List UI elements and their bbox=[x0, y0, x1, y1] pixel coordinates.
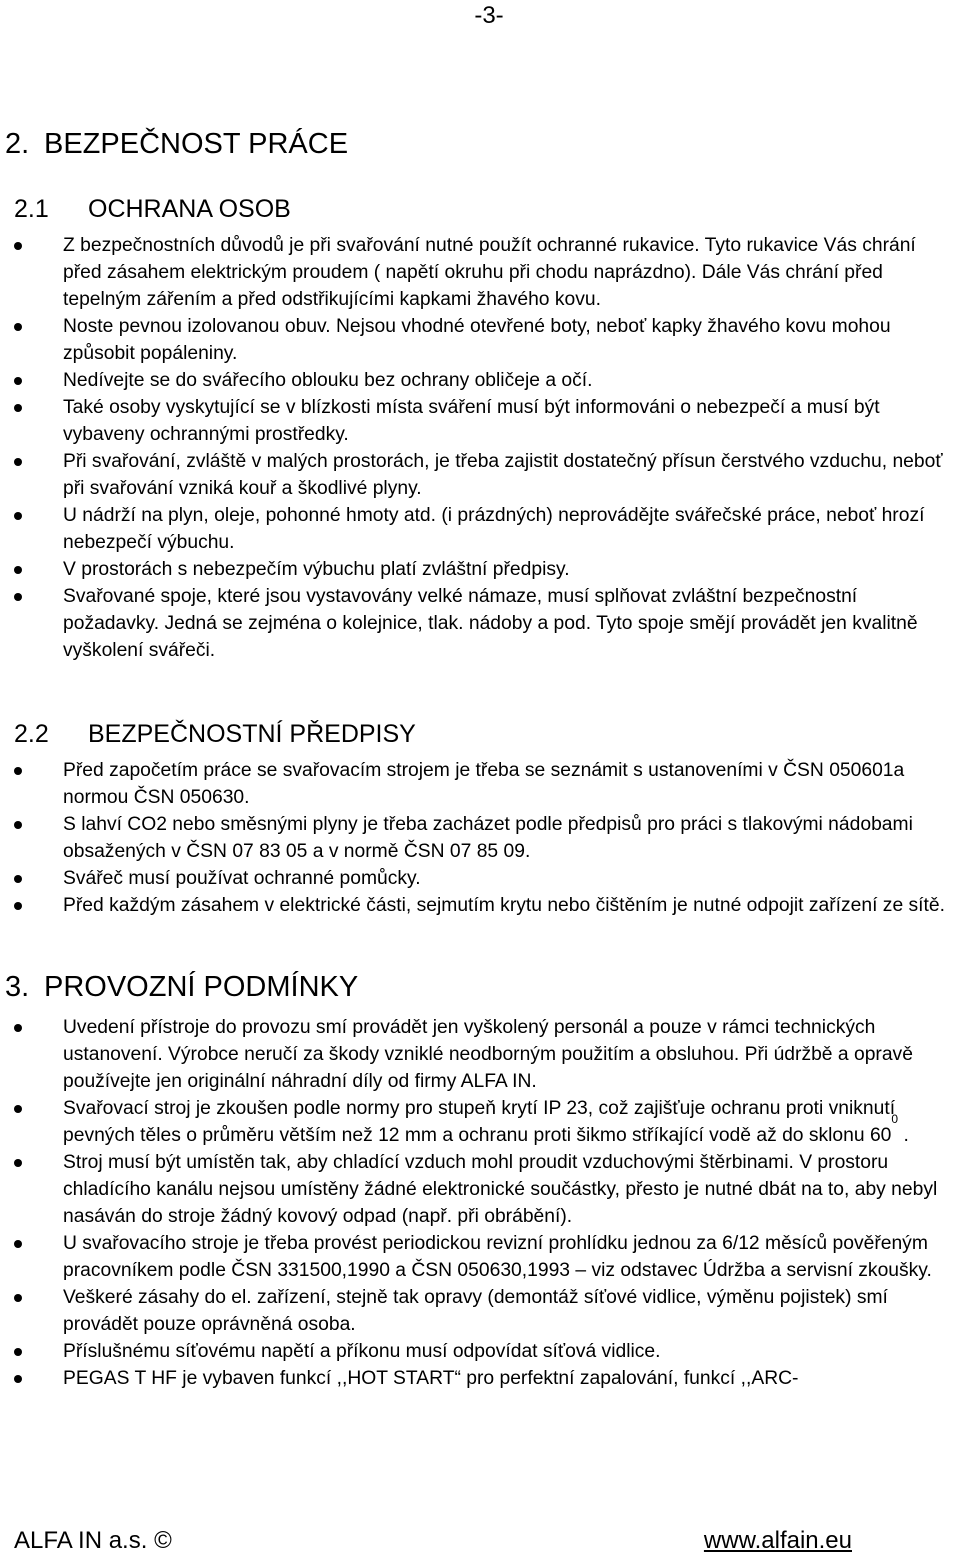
list-item: Při svařování, zvláště v malých prostorách, je třeba zajistit dostatečný přísun čerstvého vzduchu, neboť při svařování vzniká kouř a škodlivé plyny. bbox=[0, 448, 960, 502]
page-number: -3- bbox=[474, 2, 504, 29]
list-item: Také osoby vyskytující se v blízkosti místa sváření musí být informováni o nebezpečí a musí být vybaveny ochrannými prostředky. bbox=[0, 394, 960, 448]
list-item: V prostorách s nebezpečím výbuchu platí zvláštní předpisy. bbox=[0, 556, 960, 583]
list-item: Uvedení přístroje do provozu smí provádět jen vyškolený personál a pouze v rámci technických ustanovení. Výrobce neručí za škody vzniklé neodborným použitím a obsluhou. Při údržbě a opravě používejte jen originální náhradní díly od firmy ALFA IN. bbox=[0, 1014, 960, 1095]
bullet-icon bbox=[14, 404, 22, 412]
bullet-icon bbox=[14, 1105, 22, 1113]
bullet-icon bbox=[14, 242, 22, 250]
footer-company: ALFA IN a.s. © bbox=[14, 1527, 172, 1554]
section-2-1-heading: 2.1 OCHRANA OSOB bbox=[14, 195, 291, 223]
list-item: Svařovací stroj je zkoušen podle normy pro stupeň krytí IP 23, což zajišťuje ochranu proti vniknutí pevných těles o průměru větším než 12 mm a ochranu proti šikmo stříkající vodě až do sklonu $60^0$ . bbox=[0, 1095, 960, 1149]
bullet-icon bbox=[14, 767, 22, 775]
footer-website-link[interactable]: www.alfain.eu bbox=[703, 1527, 852, 1554]
list-item: Nedívejte se do svářecího oblouku bez ochrany obličeje a očí. bbox=[0, 367, 960, 394]
section-3-heading: 3. PROVOZNÍ PODMÍNKY bbox=[5, 971, 359, 1003]
list-item: Noste pevnou izolovanou obuv. Nejsou vhodné otevřené boty, neboť kapky žhavého kovu mohou způsobit popáleniny. bbox=[0, 313, 960, 367]
bullet-icon bbox=[14, 821, 22, 829]
list-item: U svařovacího stroje je třeba provést periodickou revizní prohlídku jednou za 6/12 měsíců pověřeným pracovníkem podle ČSN 331500,1990 a ČSN 050630,1993 – viz odstavec Údržba a servisní zkoušky. bbox=[0, 1230, 960, 1284]
bullet-icon bbox=[14, 512, 22, 520]
bullet-icon bbox=[14, 1240, 22, 1248]
list-item: Svářeč musí používat ochranné pomůcky. bbox=[0, 865, 960, 892]
list-item: Před každým zásahem v elektrické části, sejmutím krytu nebo čištěním je nutné odpojit zařízení ze sítě. bbox=[0, 892, 960, 919]
section-2-2-heading: 2.2 BEZPEČNOSTNÍ PŘEDPISY bbox=[14, 720, 416, 748]
bullet-icon bbox=[14, 1348, 22, 1356]
list-item: PEGAS T HF je vybaven funkcí ,,HOT START“ pro perfektní zapalování, funkcí ,,ARC- bbox=[0, 1365, 960, 1392]
bullet-icon bbox=[14, 593, 22, 601]
list-item: Před započetím práce se svařovacím strojem je třeba se seznámit s ustanoveními v ČSN 050601a normou ČSN 050630. bbox=[0, 757, 960, 811]
list-item: Stroj musí být umístěn tak, aby chladící vzduch mohl proudit vzduchovými štěrbinami. V prostoru chladícího kanálu nejsou umístěny žádné elektronické součástky, přesto je nutné dbát na to, aby nebyl nasáván do stroje žádný kovový odpad (např. při obrábění). bbox=[0, 1149, 960, 1230]
list-item: U nádrží na plyn, oleje, pohonné hmoty atd. (i prázdných) neprovádějte svářečské práce, neboť hrozí nebezpečí výbuchu. bbox=[0, 502, 960, 556]
bullet-icon bbox=[14, 566, 22, 574]
safety-regulations-list bbox=[0, 757, 960, 919]
list-item: S lahví CO2 nebo směsnými plyny je třeba zacházet podle předpisů pro práci s tlakovými nádobami obsažených v ČSN 07 83 05 a v normě ČSN 07 85 09. bbox=[0, 811, 960, 865]
bullet-icon bbox=[14, 458, 22, 466]
bullet-icon bbox=[14, 1375, 22, 1383]
section-2-heading: 2. BEZPEČNOST PRÁCE bbox=[5, 128, 349, 160]
bullet-icon bbox=[14, 377, 22, 385]
bullet-icon bbox=[14, 1159, 22, 1167]
list-item: Svařované spoje, které jsou vystavovány velké námaze, musí splňovat zvláštní bezpečnostní požadavky. Jedná se zejména o kolejnice, tlak. nádoby a pod. Tyto spoje smějí provádět jen kvalitně vyškolení svářeči. bbox=[0, 583, 960, 664]
operating-conditions-list bbox=[0, 1014, 960, 1392]
list-item: Z bezpečnostních důvodů je při svařování nutné použít ochranné rukavice. Tyto rukavice Vás chrání před zásahem elektrickým proudem ( napětí okruhu při chodu naprázdno). Dále Vás chrání před tepelným zářením a před odstřikujícími kapkami žhavého kovu. bbox=[0, 232, 960, 313]
bullet-icon bbox=[14, 1024, 22, 1032]
list-item: Příslušnému síťovému napětí a příkonu musí odpovídat síťová vidlice. bbox=[0, 1338, 960, 1365]
bullet-icon bbox=[14, 1294, 22, 1302]
list-item: Veškeré zásahy do el. zařízení, stejně tak opravy (demontáž síťové vidlice, výměnu pojistek) smí provádět pouze oprávněná osoba. bbox=[0, 1284, 960, 1338]
personal-protection-list bbox=[0, 232, 960, 664]
bullet-icon bbox=[14, 323, 22, 331]
bullet-icon bbox=[14, 902, 22, 910]
bullet-icon bbox=[14, 875, 22, 883]
